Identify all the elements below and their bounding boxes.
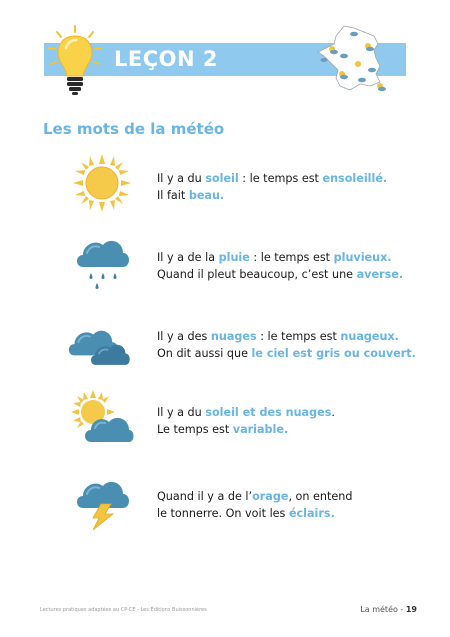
page-number: 19 <box>405 605 417 614</box>
row-3-text <box>157 328 416 362</box>
sun-behind-cloud-icon <box>69 388 135 454</box>
rain-cloud-icon <box>69 231 135 297</box>
row-3-line-1: Il y a des nuages : le temps est nuageux. <box>157 330 399 343</box>
row-1-line-2: Il fait beau. <box>157 189 225 202</box>
row-1-text <box>157 170 387 204</box>
row-5-text <box>157 488 352 522</box>
storm-cloud-icon <box>71 468 137 534</box>
section-title: Les mots de la météo <box>43 120 225 138</box>
row-2-line-1: Il y a de la pluie : le temps est pluvieux. <box>157 251 392 264</box>
row-5-line-1: Quand il y a de l’orage, on entend <box>157 490 353 503</box>
footer-section-label: La météo - <box>360 605 404 614</box>
row-3-line-2: On dit aussi que le ciel est gris ou couvert. <box>157 347 416 360</box>
footer-page <box>360 605 417 614</box>
lesson-title: LEÇON 2 <box>114 47 218 71</box>
row-4-line-2: Le temps est variable. <box>157 423 289 436</box>
lightbulb-icon <box>46 24 104 98</box>
row-4-line-1: Il y a du soleil et des nuages. <box>157 406 335 419</box>
sun-icon <box>69 150 135 216</box>
row-1-line-1: Il y a du soleil : le temps est ensoleillé. <box>157 172 388 185</box>
footer-credit: Lectures pratiques adaptées au CP-CE - Les Éditions Buissonnières <box>40 607 207 613</box>
row-2-text <box>157 249 403 283</box>
clouds-icon <box>67 313 133 379</box>
row-5-line-2: le tonnerre. On voit les éclairs. <box>157 507 335 520</box>
row-2-line-2: Quand il pleut beaucoup, c’est une averse. <box>157 268 404 281</box>
row-4-text <box>157 404 335 438</box>
france-weather-map-icon <box>314 22 394 94</box>
